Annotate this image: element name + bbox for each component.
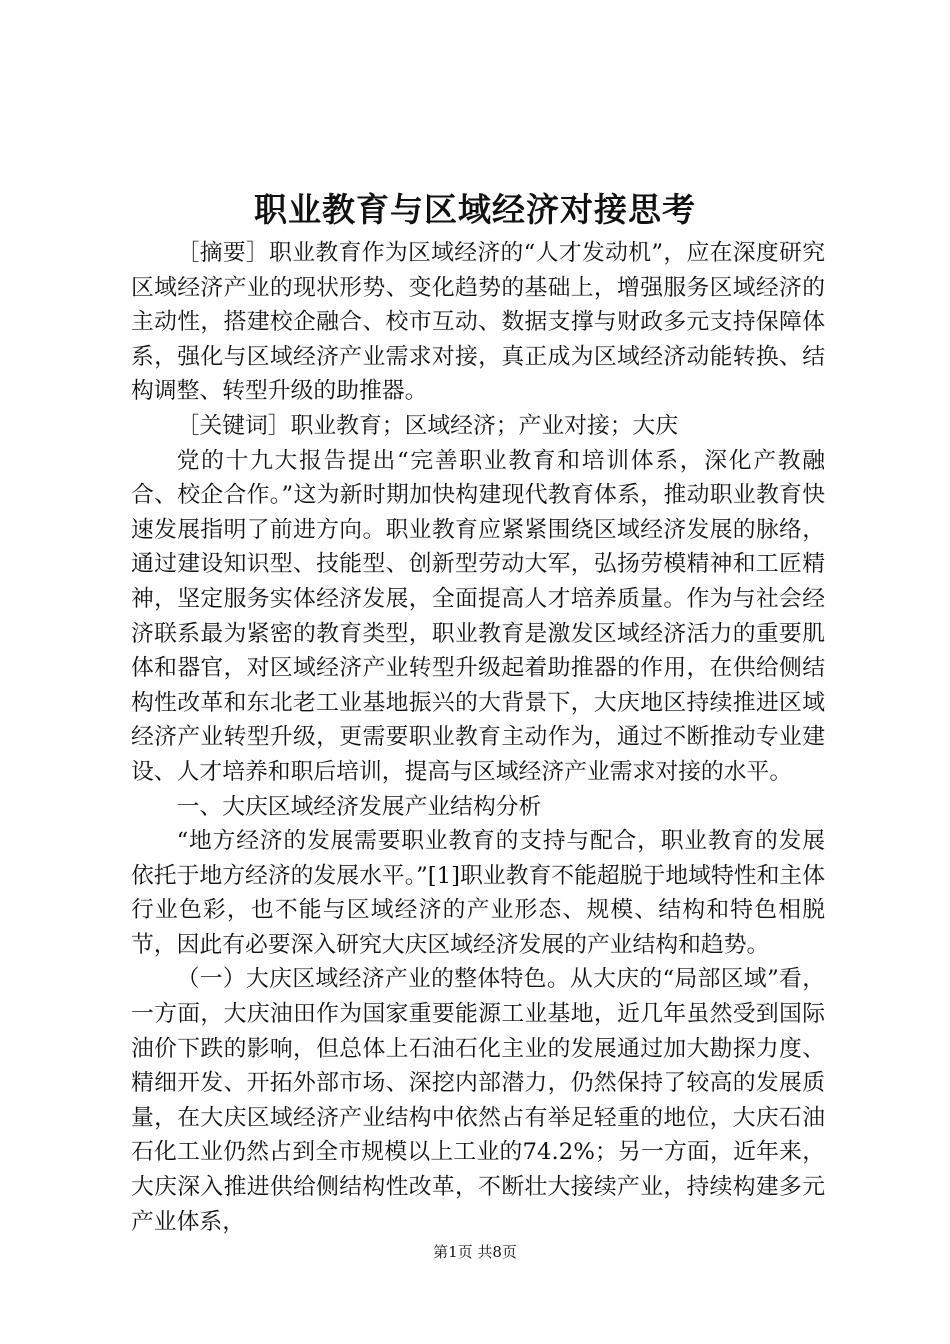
document-body [131,236,825,1239]
section-heading: 一、大庆区域经济发展产业结构分析 [176,793,542,820]
body-paragraph: 党的十九大报告提出“完善职业教育和培训体系，深化产教融合、校企合作。”这为新时期加快构建现代教育体系，推动职业教育快速发展指明了前进方向。职业教育应紧紧围绕区域经济发展的脉络，通过建设知识型、技能型、创新型劳动大军，弘扬劳模精神和工匠精神，坚定服务实体经济发展，全面提高人才培养质量。作为与社会经济联系最为紧密的教育类型，职业教育是激发区域经济活力的重要肌体和器官，对区域经济产业转型升级起着助推器的作用，在供给侧结构性改革和东北老工业基地振兴的大背景下，大庆地区持续推进区域经济产业转型升级，更需要职业教育主动作为，通过不断推动专业建设、人才培养和职后培训，提高与区域经济产业需求对接的水平。 [131,447,825,785]
body-paragraph: “地方经济的发展需要职业教育的支持与配合，职业教育的发展依托于地方经济的发展水平。”[1]职业教育不能超脱于地域特性和主体行业色彩，也不能与区域经济的产业形态、规模、结构和特色相脱节，因此有必要深入研究大庆区域经济发展的产业结构和趋势。 [131,828,825,958]
body-paragraph: （一）大庆区域经济产业的整体特色。从大庆的“局部区域”看，一方面，大庆油田作为国家重要能源工业基地，近几年虽然受到国际油价下跌的影响，但总体上石油石化主业的发展通过加大勘探力度、精细开发、开拓外部市场、深挖内部潜力，仍然保持了较高的发展质量，在大庆区域经济产业结构中依然占有举足轻重的地位，大庆石油石化工业仍然占到全市规模以上工业的74.2%；另一方面，近年来，大庆深入推进供给侧结构性改革，不断壮大接续产业，持续构建多元产业体系， [131,966,825,1235]
page-number-footer: 第1页 共8页 [433,1243,517,1261]
document-title: 职业教育与区域经济对接思考 [254,190,696,229]
keywords-paragraph: ［关键词］职业教育；区域经济；产业对接；大庆 [176,412,679,439]
abstract-paragraph: ［摘要］职业教育作为区域经济的“人才发动机”，应在深度研究区域经济产业的现状形势、变化趋势的基础上，增强服务区域经济的主动性，搭建校企融合、校市互动、数据支撑与财政多元支持保障体系，强化与区域经济产业需求对接，真正成为区域经济动能转换、结构调整、转型升级的助推器。 [131,240,825,405]
